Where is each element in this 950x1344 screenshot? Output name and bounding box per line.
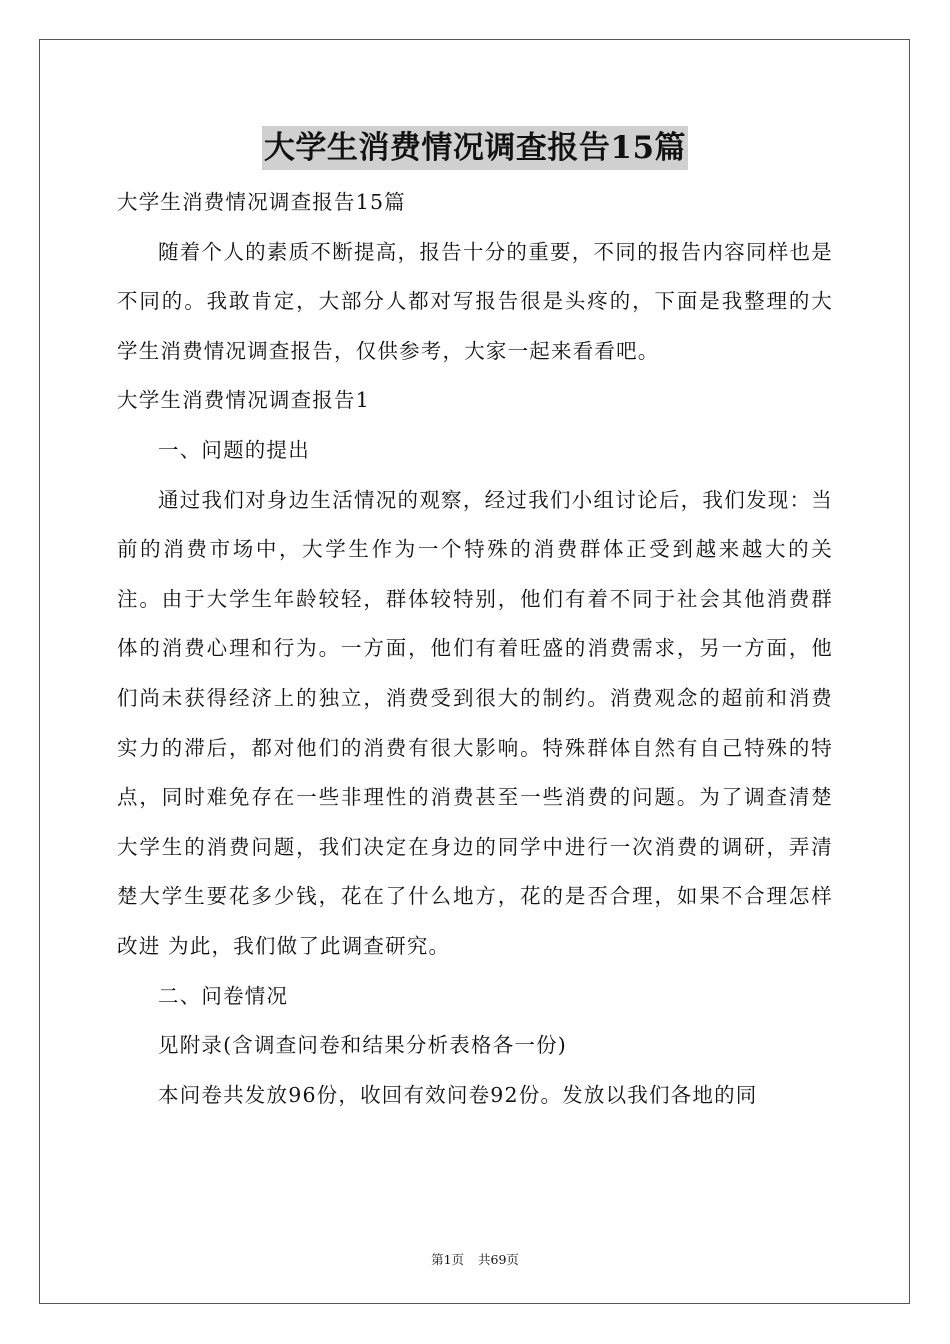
- subheading-questionnaire: 二、问卷情况: [158, 983, 289, 1008]
- subheading-problem: 一、问题的提出: [158, 437, 310, 462]
- appendix-note: 见附录(含调查问卷和结果分析表格各一份): [158, 1033, 567, 1058]
- body-paragraph-questionnaire: 本问卷共发放96份，收回有效问卷92份。发放以我们各地的同: [158, 1082, 758, 1107]
- title-container: [0, 126, 950, 170]
- page-footer: [0, 1250, 950, 1268]
- document-body: [117, 178, 833, 1120]
- page-number: 第1页: [431, 1252, 465, 1267]
- subtitle-line: 大学生消费情况调查报告15篇: [117, 190, 406, 214]
- document-title: 大学生消费情况调查报告15篇: [262, 126, 688, 170]
- intro-paragraph: 随着个人的素质不断提高，报告十分的重要，不同的报告内容同样也是不同的。我敢肯定，大部分人都对写报告很是头疼的，下面是我整理的大学生消费情况调查报告，仅供参考，大家一起来看看吧。: [117, 239, 833, 363]
- body-paragraph-problem: 通过我们对身边生活情况的观察，经过我们小组讨论后，我们发现：当前的消费市场中，大学生作为一个特殊的消费群体正受到越来越大的关注。由于大学生年龄较轻，群体较特别，他们有着不同于社会其他消费群体的消费心理和行为。一方面，他们有着旺盛的消费需求，另一方面，他们尚未获得经济上的独立，消费受到很大的制约。消费观念的超前和消费实力的滞后，都对他们的消费有很大影响。特殊群体自然有自己特殊的特点，同时难免存在一些非理性的消费甚至一些消费的问题。为了调查清楚大学生的消费问题，我们决定在身边的同学中进行一次消费的调研，弄清楚大学生要花多少钱，花在了什么地方，花的是否合理，如果不合理怎样改进 为此，我们做了此调查研究。: [117, 487, 833, 958]
- section-heading-report-1: 大学生消费情况调查报告1: [117, 388, 370, 413]
- page-total: 共69页: [478, 1252, 519, 1267]
